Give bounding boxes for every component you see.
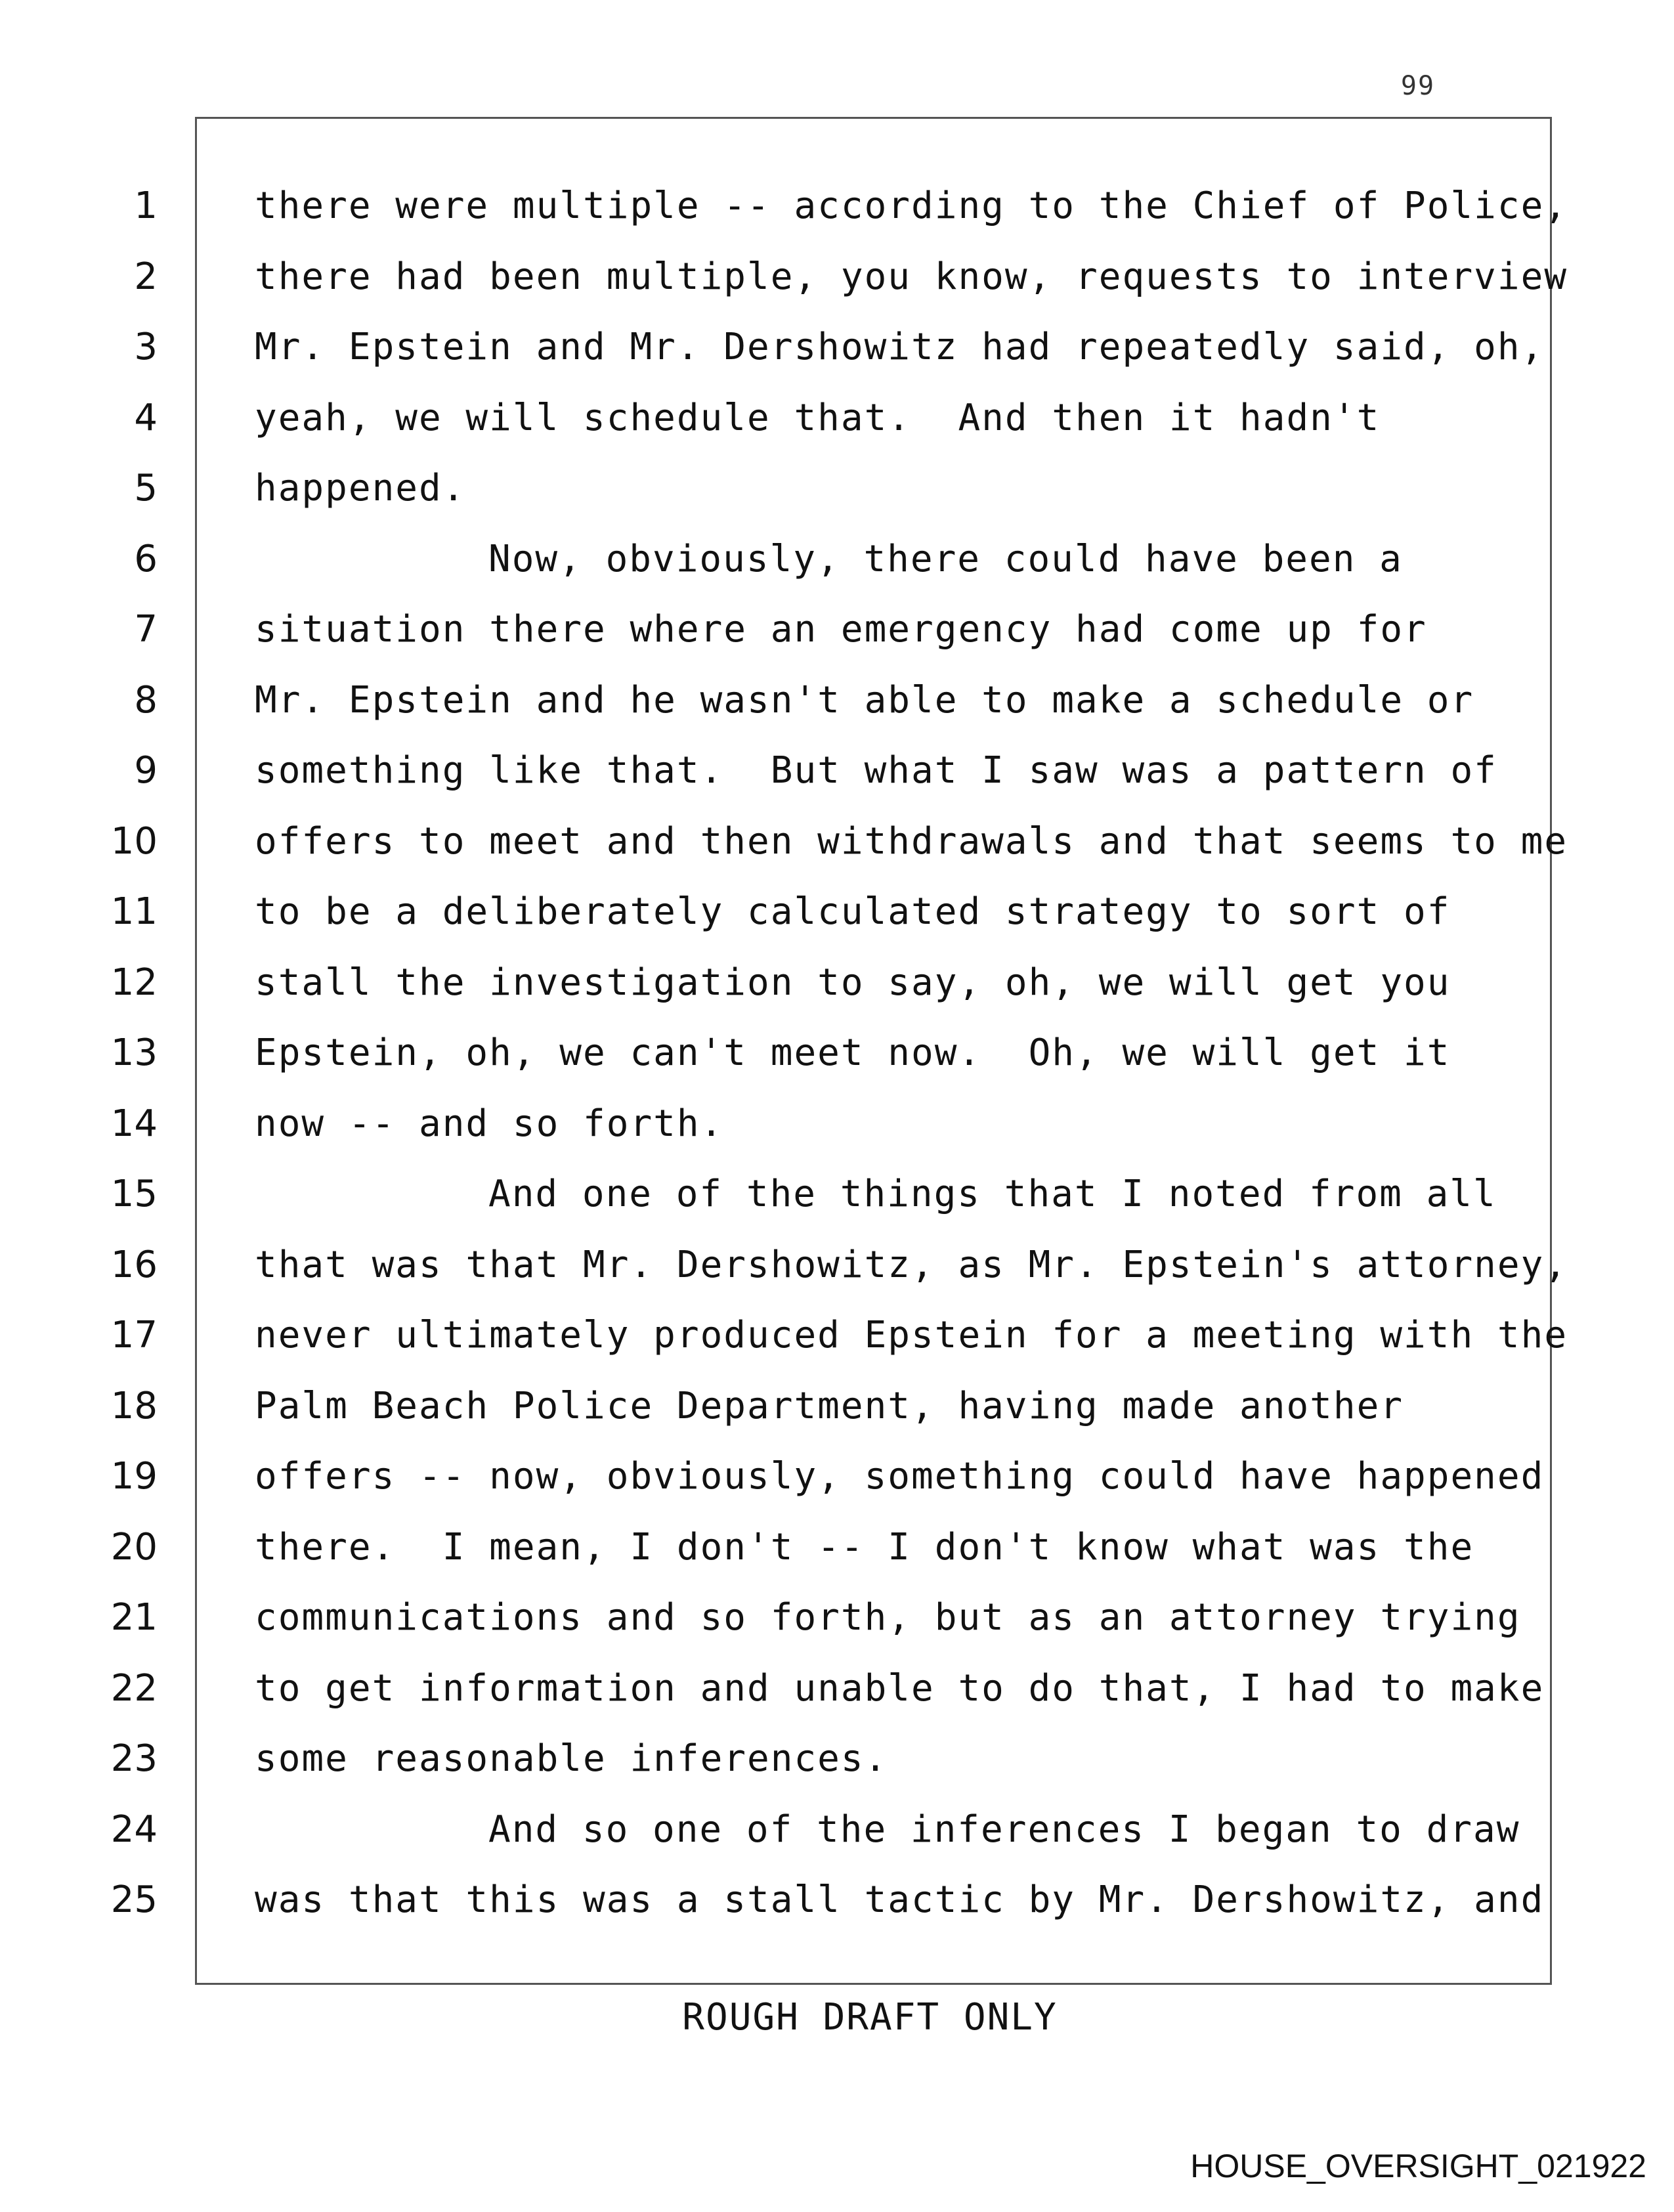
line-number: 22 [110, 1666, 158, 1710]
page-number: 99 [1400, 71, 1436, 101]
line-number: 5 [134, 467, 158, 510]
line-number: 7 [134, 608, 158, 651]
transcript-line: some reasonable inferences. [255, 1737, 888, 1780]
transcript-line: there were multiple -- according to the Chief of Police, [255, 184, 1568, 227]
transcript-line: that was that Mr. Dershowitz, as Mr. Epstein's attorney, [255, 1243, 1568, 1286]
line-number: 14 [110, 1102, 158, 1145]
line-number: 13 [110, 1031, 158, 1074]
line-number: 3 [134, 326, 158, 368]
line-number: 17 [110, 1314, 158, 1356]
line-number: 15 [110, 1173, 158, 1215]
transcript-line: offers to meet and then withdrawals and that seems to me [255, 819, 1568, 863]
bates-number: HOUSE_OVERSIGHT_021922 [1190, 2148, 1646, 2184]
line-number: 8 [134, 678, 158, 722]
transcript-line: situation there where an emergency had come up for [255, 608, 1427, 651]
line-number-column [72, 171, 158, 1936]
transcript-line: now -- and so forth. [255, 1102, 724, 1145]
line-number: 12 [110, 961, 158, 1004]
line-number: 10 [110, 819, 158, 863]
transcript-line: there. I mean, I don't -- I don't know what was the [255, 1525, 1474, 1569]
line-number: 1 [134, 184, 158, 227]
transcript-line: Palm Beach Police Department, having made another [255, 1384, 1404, 1427]
transcript-line: yeah, we will schedule that. And then it hadn't [255, 396, 1381, 439]
line-number: 25 [110, 1878, 158, 1921]
transcript-line: Mr. Epstein and he wasn't able to make a schedule or [255, 678, 1474, 722]
transcript-line: never ultimately produced Epstein for a meeting with the [255, 1314, 1568, 1356]
line-number: 2 [134, 255, 158, 298]
transcript-line: Mr. Epstein and Mr. Dershowitz had repeatedly said, oh, [255, 326, 1545, 368]
line-number: 18 [110, 1384, 158, 1427]
line-number: 24 [110, 1808, 158, 1851]
transcript-line: was that this was a stall tactic by Mr. Dershowitz, and [255, 1878, 1545, 1921]
transcript-line: happened. [255, 467, 466, 510]
line-number: 11 [110, 890, 158, 933]
transcript-line: something like that. But what I saw was a pattern of [255, 749, 1497, 792]
transcript-text-column [255, 171, 1568, 1936]
transcript-line: Now, obviously, there could have been a [488, 537, 1403, 580]
line-number: 9 [134, 749, 158, 792]
transcript-line: to be a deliberately calculated strategy to sort of [255, 890, 1451, 933]
line-number: 19 [110, 1455, 158, 1498]
line-number: 4 [134, 396, 158, 439]
transcript-line: there had been multiple, you know, requests to interview [255, 255, 1568, 298]
line-number: 21 [110, 1596, 158, 1639]
transcript-line: Epstein, oh, we can't meet now. Oh, we will get it [255, 1031, 1451, 1074]
transcript-line: And one of the things that I noted from all [488, 1173, 1497, 1215]
line-number: 23 [110, 1737, 158, 1780]
transcript-line: offers -- now, obviously, something could have happened [255, 1455, 1545, 1498]
rough-draft-notice: ROUGH DRAFT ONLY [682, 1996, 1058, 2039]
transcript-line: And so one of the inferences I began to draw [488, 1808, 1520, 1851]
line-number: 6 [134, 537, 158, 580]
line-number: 20 [110, 1525, 158, 1569]
transcript-line: communications and so forth, but as an attorney trying [255, 1596, 1521, 1639]
line-number: 16 [110, 1243, 158, 1286]
transcript-line: stall the investigation to say, oh, we will get you [255, 961, 1451, 1004]
transcript-line: to get information and unable to do that, I had to make [255, 1666, 1545, 1710]
